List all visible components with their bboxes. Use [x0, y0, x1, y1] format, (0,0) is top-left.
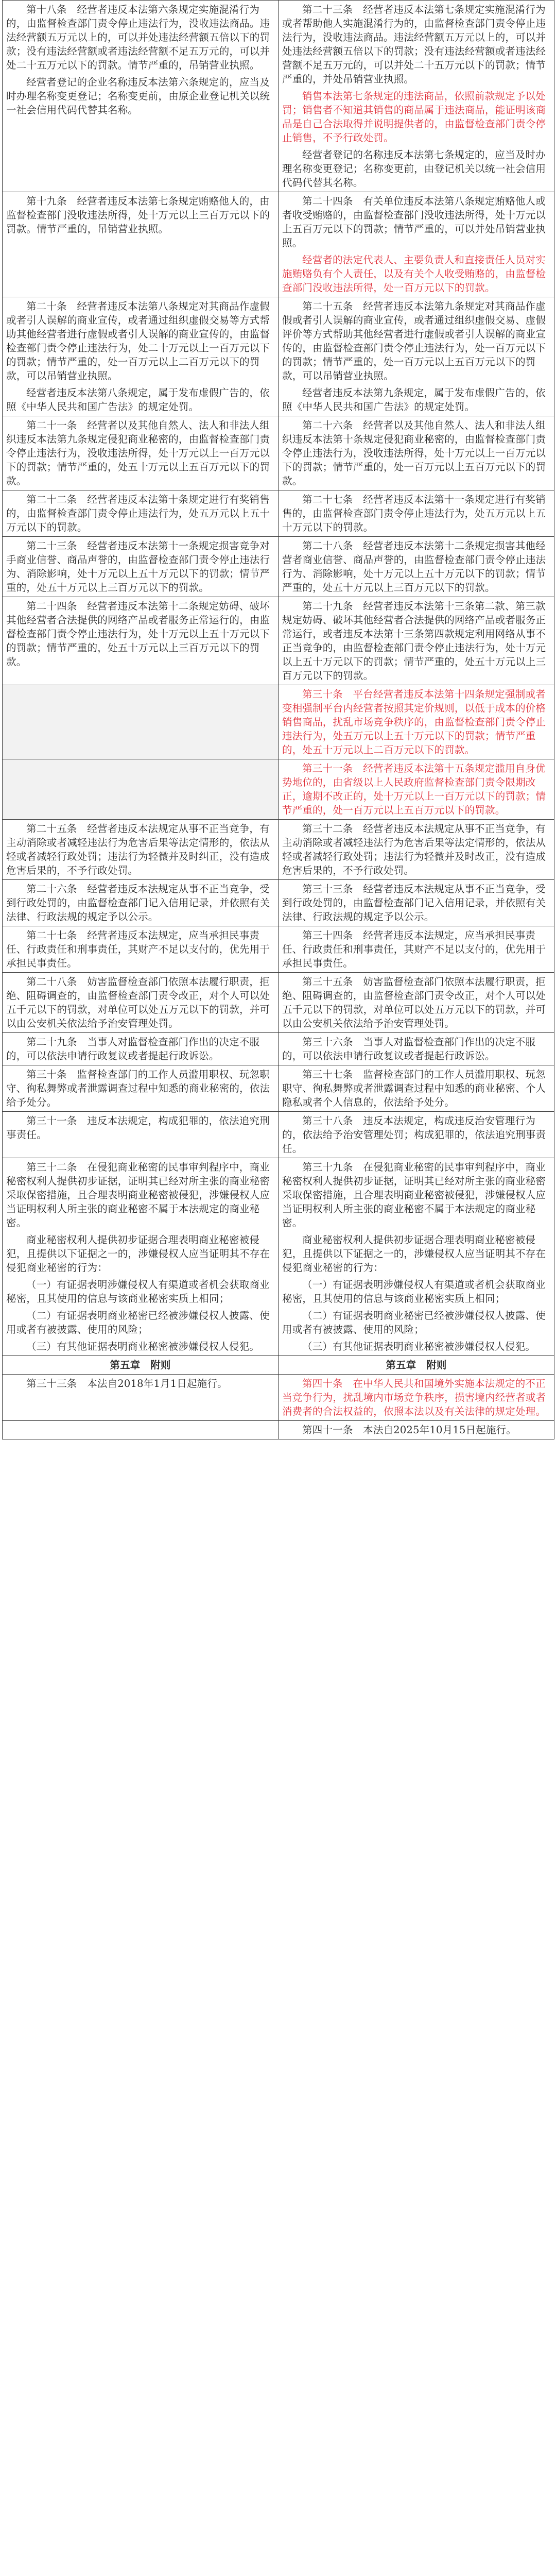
table-row	[3, 880, 554, 926]
old-text-cell	[3, 192, 279, 297]
chapter-heading-new: 第五章 附则	[279, 1356, 554, 1375]
paragraph: 第二十五条 经营者违反本法规定从事不正当竞争，有主动消除或者减轻违法行为危害后果等法定情形的，依法从轻或者减轻行政处罚；违法行为轻微并及时纠正，没有造成危害后果的，不予行政处罚。	[6, 823, 270, 876]
old-text-cell	[3, 1375, 279, 1421]
paragraph: （一）有证据表明涉嫌侵权人有渠道或者机会获取商业秘密，且其使用的信息与该商业秘密实质上相同；	[6, 1279, 270, 1304]
paragraph: 第三十二条 经营者违反本法规定从事不正当竞争，有主动消除或者减轻违法行为危害后果等法定情形的，依法从轻或者减轻行政处罚；违法行为轻微并及时改正，没有造成危害后果的，不予行政处罚。	[282, 823, 546, 876]
table-row	[3, 1, 554, 192]
old-text-cell-empty	[3, 1421, 279, 1439]
paragraph: 第三十条 监督检查部门的工作人员滥用职权、玩忽职守、徇私舞弊或者泄露调查过程中知悉的商业秘密的，依法给予处分。	[6, 1069, 270, 1108]
table-row	[3, 597, 554, 685]
old-text-cell	[3, 297, 279, 416]
new-text-cell	[279, 597, 554, 685]
table-row	[3, 1375, 554, 1421]
paragraph: 第三十四条 经营者违反本法规定，应当承担民事责任、行政责任和刑事责任，其财产不足以支付的，优先用于承担民事责任。	[282, 929, 546, 969]
paragraph-added: 第三十条 平台经营者违反本法第十四条规定强制或者变相强制平台内经营者按照其定价规则，以低于成本的价格销售商品，扰乱市场竞争秩序的，由监督检查部门责令停止违法行为，处五万元以上五十万元以下的罚款；情节严重的，处五十万元以上二百万元以下的罚款。	[282, 688, 546, 756]
paragraph: 第二十九条 当事人对监督检查部门作出的决定不服的，可以依法申请行政复议或者提起行政诉讼。	[6, 1036, 260, 1062]
paragraph: 经营者违反本法第八条规定，属于发布虚假广告的，依照《中华人民共和国广告法》的规定处罚。	[6, 387, 270, 413]
paragraph: 第二十九条 经营者违反本法第十三条第二款、第三款规定妨碍、破坏其他经营者合法提供的网络产品或者服务正常运行，或者违反本法第十三条第四款规定利用网络从事不正当竞争的，由监督检查部门责令停止违法行为，处十万元以上五十万元以下的罚款；情节严重的，处五十万元以上三百万元以下的罚款。	[282, 600, 546, 682]
old-text-cell	[3, 1033, 279, 1065]
paragraph: 商业秘密权利人提供初步证据合理表明商业秘密被侵犯，且提供以下证据之一的，涉嫌侵权人应当证明其不存在侵犯商业秘密的行为：	[6, 1234, 270, 1274]
paragraph: 第二十四条 经营者违反本法第十二条规定妨碍、破坏其他经营者合法提供的网络产品或者服务正常运行的，由监督检查部门责令停止违法行为，处十万元以上五十万元以下的罚款；情节严重的，处五十万元以上三百万元以下的罚款。	[6, 600, 270, 668]
paragraph: 第二十三条 经营者违反本法第十一条规定损害竞争对手商业信誉、商品声誉的，由监督检查部门责令停止违法行为、消除影响，处十万元以上五十万元以下的罚款；情节严重的，处五十万元以上三百万元以下的罚款。	[6, 540, 270, 594]
table-row	[3, 759, 554, 820]
paragraph: 第二十六条 经营者以及其他自然人、法人和非法人组织违反本法第十条规定侵犯商业秘密的，由监督检查部门责令停止违法行为，没收违法所得，处十万元以上一百万元以下的罚款；情节严重的，处一百万元以上五百万元以下的罚款。	[282, 419, 546, 487]
paragraph: （二）有证据表明商业秘密已经被涉嫌侵权人披露、使用或者有被披露、使用的风险；	[282, 1310, 546, 1335]
new-text-cell	[279, 416, 554, 490]
paragraph: 第二十五条 经营者违反本法第九条规定对其商品作虚假或者引人误解的商业宣传，或者通过组织虚假交易、虚假评价等方式帮助其他经营者进行虚假或者引人误解的商业宣传的，由监督检查部门责令停止违法行为，处一百万元以下的罚款；情节严重的，处一百万元以上五百万元以下的罚款，可以吊销营业执照。	[282, 300, 546, 382]
new-text-cell	[279, 1, 554, 192]
new-text-cell	[279, 926, 554, 973]
paragraph: 第二十八条 经营者违反本法第十二条规定损害其他经营者商业信誉、商品声誉的，由监督检查部门责令停止违法行为、消除影响，处十万元以上五十万元以下的罚款；情节严重的，处五十万元以上三百万元以下的罚款。	[282, 540, 546, 594]
paragraph: （二）有证据表明商业秘密已经被涉嫌侵权人披露、使用或者有被披露、使用的风险；	[6, 1310, 270, 1335]
new-text-cell	[279, 490, 554, 537]
paragraph: 第二十六条 经营者违反本法规定从事不正当竞争，受到行政处罚的，由监督检查部门记入信用记录，并依照有关法律、行政法规的规定予以公示。	[6, 883, 270, 923]
old-text-cell	[3, 1065, 279, 1112]
old-text-cell	[3, 820, 279, 880]
table-row	[3, 1421, 554, 1439]
table-row	[3, 926, 554, 973]
paragraph: （三）有其他证据表明商业秘密被涉嫌侵权人侵犯。	[302, 1341, 536, 1352]
table-row	[3, 416, 554, 490]
paragraph: 第十九条 经营者违反本法第七条规定贿赂他人的，由监督检查部门没收违法所得，处十万元以上三百万元以下的罚款。情节严重的，吊销营业执照。	[6, 195, 270, 235]
table-row	[3, 1158, 554, 1356]
new-text-cell	[279, 1112, 554, 1158]
paragraph: 第二十七条 经营者违反本法第十一条规定进行有奖销售的，由监督检查部门责令停止违法行为，处五万元以上五十万元以下的罚款。	[282, 494, 546, 533]
paragraph: 第十八条 经营者违反本法第六条规定实施混淆行为的，由监督检查部门责令停止违法行为，没收违法商品。违法经营额五万元以上的，可以并处违法经营额五倍以下的罚款；没有违法经营额或者违法经营额不足五万元的，可以并处二十五万元以下的罚款。情节严重的，吊销营业执照。	[6, 4, 270, 71]
table-row	[3, 192, 554, 297]
paragraph: 第三十五条 妨害监督检查部门依照本法履行职责，拒绝、阻碍调查的，由监督检查部门责令改正，对个人可以处五千元以下的罚款，对单位可以处五万元以下的罚款，并可以由公安机关依法给予治安管理处罚。	[282, 976, 546, 1029]
paragraph: 第二十八条 妨害监督检查部门依照本法履行职责，拒绝、阻碍调查的，由监督检查部门责令改正，对个人可以处五千元以下的罚款，对单位可以处五万元以下的罚款，并可以由公安机关依法给予治安管理处罚。	[6, 976, 270, 1029]
old-text-cell	[3, 537, 279, 597]
new-text-cell	[279, 537, 554, 597]
paragraph: 第三十八条 违反本法规定，构成违反治安管理行为的，依法给予治安管理处罚；构成犯罪的，依法追究刑事责任。	[282, 1115, 546, 1155]
paragraph: 第三十二条 在侵犯商业秘密的民事审判程序中，商业秘密权利人提供初步证据，证明其已经对所主张的商业秘密采取保密措施，且合理表明商业秘密被侵犯，涉嫌侵权人应当证明权利人所主张的商业秘密不属于本法规定的商业秘密。	[6, 1161, 270, 1229]
old-text-cell	[3, 926, 279, 973]
paragraph: 第三十七条 监督检查部门的工作人员滥用职权、玩忽职守、徇私舞弊或者泄露调查过程中知悉的商业秘密、个人隐私或者个人信息的，依法给予处分。	[282, 1069, 546, 1108]
chapter-heading-old: 第五章 附则	[3, 1356, 279, 1375]
paragraph: 第三十一条 违反本法规定，构成犯罪的，依法追究刑事责任。	[6, 1115, 270, 1141]
old-text-cell-empty	[3, 759, 279, 820]
chapter-row	[3, 1356, 554, 1375]
old-text-cell	[3, 597, 279, 685]
table-row	[3, 537, 554, 597]
paragraph: 第二十三条 经营者违反本法第七条规定实施混淆行为或者帮助他人实施混淆行为的，由监督检查部门责令停止违法行为，没收违法商品。违法经营额五万元以上的，可以并处违法经营额五倍以下的罚款；没有违法经营额或者违法经营额不足五万元的，可以并处二十五万元以下的罚款；情节严重的，并处吊销营业执照。	[282, 4, 546, 85]
table-row	[3, 490, 554, 537]
paragraph-added: 第三十一条 经营者违反本法第十五条规定滥用自身优势地位的，由省级以上人民政府监督检查部门责令限期改正，逾期不改正的，处十万元以上一百万元以下的罚款；情节严重的，处一百万元以上五百万元以下的罚款。	[282, 762, 546, 816]
old-text-cell-empty	[3, 685, 279, 759]
old-text-cell	[3, 416, 279, 490]
paragraph: 经营者登记的名称违反本法第七条规定的，应当及时办理名称变更登记；名称变更前，由登记机关以统一社会信用代码代替其名称。	[282, 149, 546, 189]
new-text-cell	[279, 297, 554, 416]
old-text-cell	[3, 490, 279, 537]
table-row	[3, 1033, 554, 1065]
new-text-cell	[279, 973, 554, 1033]
new-text-cell	[279, 1375, 554, 1421]
paragraph: 经营者违反本法第九条规定，属于发布虚假广告的，依照《中华人民共和国广告法》的规定处罚。	[282, 387, 546, 413]
old-text-cell	[3, 1, 279, 192]
old-text-cell	[3, 973, 279, 1033]
paragraph-added: 经营者的法定代表人、主要负责人和直接责任人员对实施贿赂负有个人责任，以及有关个人收受贿赂的，由监督检查部门没收违法所得，处一百万元以下的罚款。	[282, 254, 546, 294]
paragraph: 第三十三条 经营者违反本法规定从事不正当竞争，受到行政处罚的，由监督检查部门记入信用记录，并依照有关法律、行政法规的规定予以公示。	[282, 883, 546, 923]
old-text-cell	[3, 880, 279, 926]
new-text-cell	[279, 685, 554, 759]
paragraph-added: 第四十条 在中华人民共和国境外实施本法规定的不正当竞争行为，扰乱境内市场竞争秩序，损害境内经营者或者消费者的合法权益的，依照本法以及有关法律的规定处理。	[282, 1378, 546, 1417]
table-row	[3, 1112, 554, 1158]
paragraph: 经营者登记的企业名称违反本法第六条规定的，应当及时办理名称变更登记；名称变更前，由原企业登记机关以统一社会信用代码代替其名称。	[6, 76, 270, 116]
law-comparison-table	[2, 0, 554, 1439]
paragraph: 商业秘密权利人提供初步证据合理表明商业秘密被侵犯，且提供以下证据之一的，涉嫌侵权人应当证明其不存在侵犯商业秘密的行为：	[282, 1234, 546, 1274]
table-row	[3, 973, 554, 1033]
paragraph-added: 销售本法第七条规定的违法商品，依照前款规定予以处罚；销售者不知道其销售的商品属于违法商品，能证明该商品是自己合法取得并说明提供者的，由监督检查部门责令停止销售，不予行政处罚。	[282, 90, 546, 144]
paragraph: 第二十二条 经营者违反本法第十条规定进行有奖销售的，由监督检查部门责令停止违法行为，处五万元以上五十万元以下的罚款。	[6, 494, 270, 533]
old-text-cell	[3, 1112, 279, 1158]
new-text-cell	[279, 1421, 554, 1439]
new-text-cell	[279, 192, 554, 297]
old-text-cell	[3, 1158, 279, 1356]
new-text-cell	[279, 820, 554, 880]
table-row	[3, 297, 554, 416]
paragraph: 第三十九条 在侵犯商业秘密的民事审判程序中，商业秘密权利人提供初步证据，证明其已经对所主张的商业秘密采取保密措施，且合理表明商业秘密被侵犯，涉嫌侵权人应当证明权利人所主张的商业秘密不属于本法规定的商业秘密。	[282, 1161, 546, 1229]
new-text-cell	[279, 880, 554, 926]
table-row	[3, 1065, 554, 1112]
paragraph: 第三十六条 当事人对监督检查部门作出的决定不服的，可以依法申请行政复议或者提起行政诉讼。	[282, 1036, 536, 1062]
paragraph: 第二十四条 有关单位违反本法第八条规定贿赂他人或者收受贿赂的，由监督检查部门没收违法所得，处十万元以上五百万元以下的罚款；情节严重的，可以并处吊销营业执照。	[282, 195, 546, 249]
table-row	[3, 685, 554, 759]
new-text-cell	[279, 1065, 554, 1112]
new-text-cell	[279, 759, 554, 820]
paragraph: （一）有证据表明涉嫌侵权人有渠道或者机会获取商业秘密，且其使用的信息与该商业秘密实质上相同；	[282, 1279, 546, 1304]
paragraph: 第二十一条 经营者以及其他自然人、法人和非法人组织违反本法第九条规定侵犯商业秘密的，由监督检查部门责令停止违法行为，没收违法所得，处十万元以上一百万元以下的罚款；情节严重的，处五十万元以上五百万元以下的罚款。	[6, 419, 270, 487]
paragraph: 第三十三条 本法自2018年1月1日起施行。	[26, 1378, 228, 1389]
paragraph: 第二十条 经营者违反本法第八条规定对其商品作虚假或者引人误解的商业宣传，或者通过组织虚假交易等方式帮助其他经营者进行虚假或者引人误解的商业宣传的，由监督检查部门责令停止违法行为，处二十万元以上一百万元以下的罚款；情节严重的，处一百万元以上二百万元以下的罚款，可以吊销营业执照。	[6, 300, 270, 382]
paragraph: 第四十一条 本法自2025年10月15日起施行。	[302, 1424, 517, 1436]
paragraph: （三）有其他证据表明商业秘密被涉嫌侵权人侵犯。	[26, 1341, 260, 1352]
new-text-cell	[279, 1033, 554, 1065]
paragraph: 第二十七条 经营者违反本法规定，应当承担民事责任、行政责任和刑事责任，其财产不足以支付的，优先用于承担民事责任。	[6, 929, 270, 969]
table-row	[3, 820, 554, 880]
new-text-cell	[279, 1158, 554, 1356]
